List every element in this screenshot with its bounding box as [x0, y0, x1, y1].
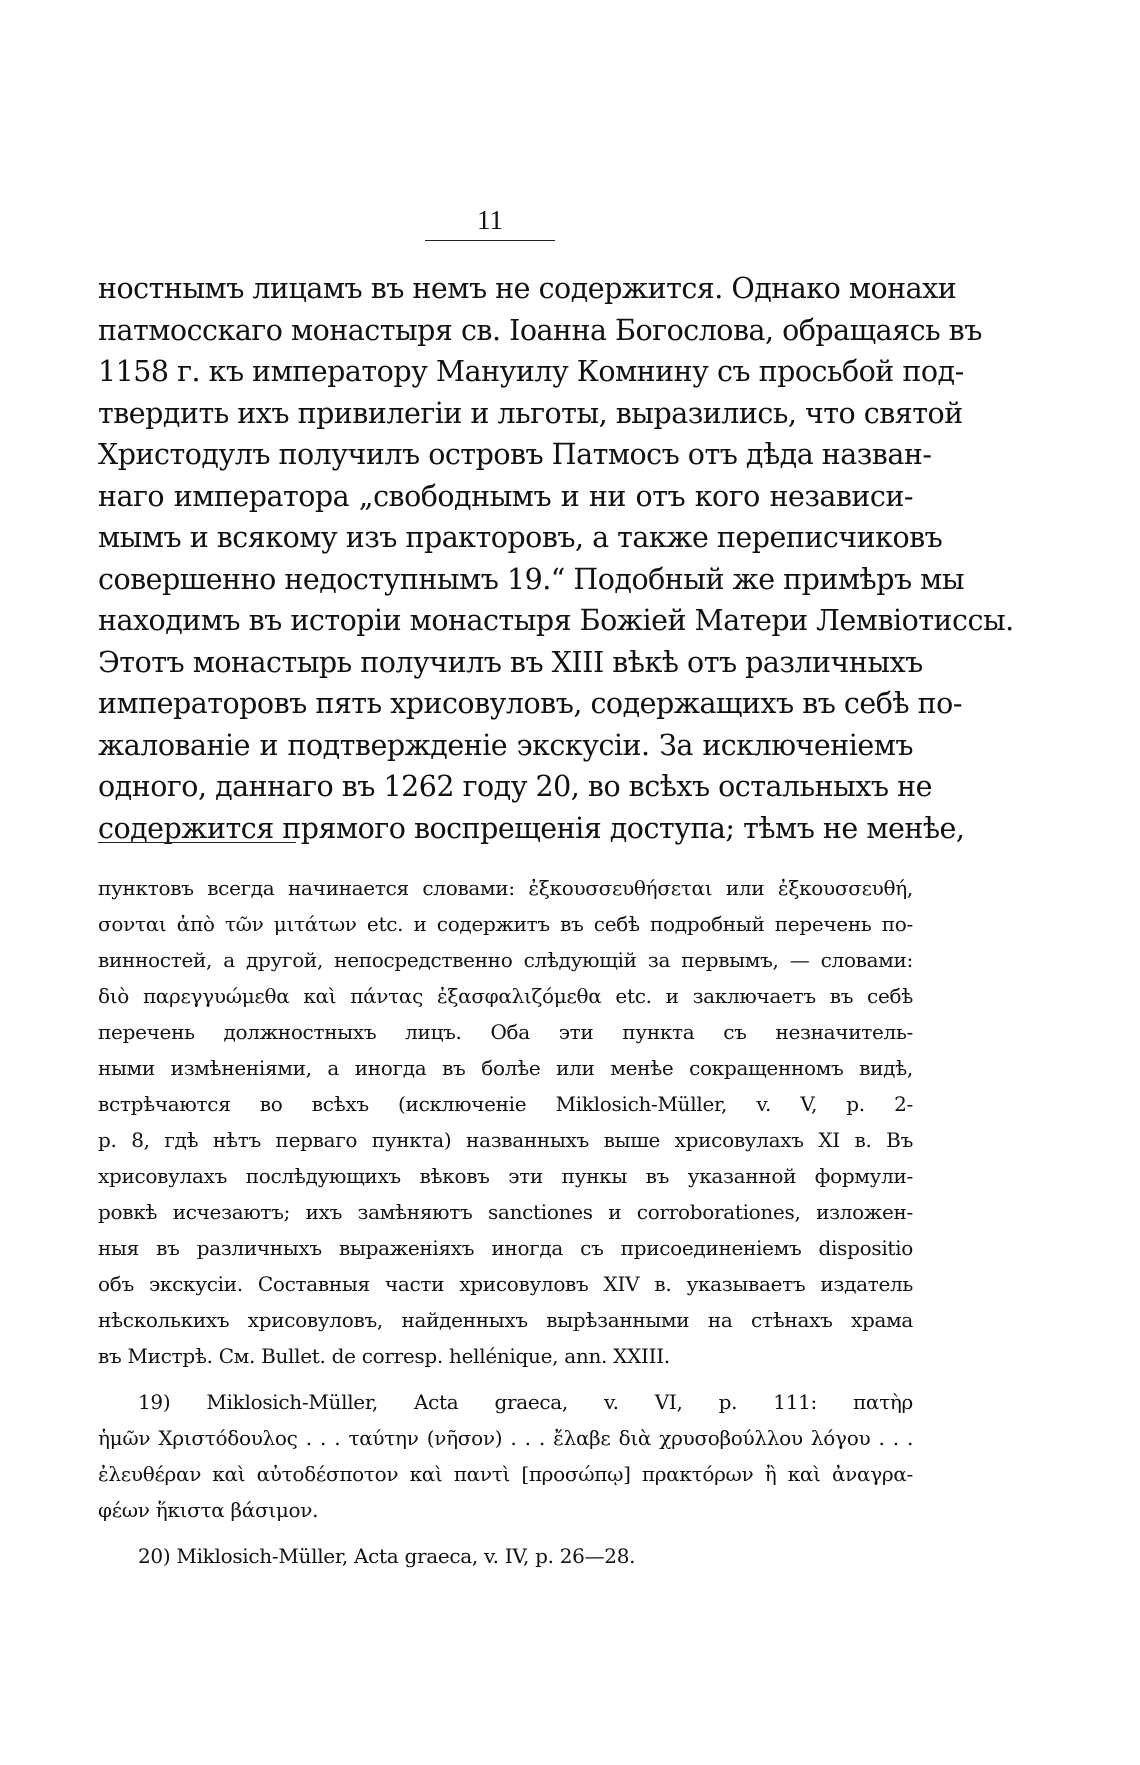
main-text-line: жалованіе и подтвержденіе экскусіи. За исключеніемъ	[98, 728, 913, 762]
footnote-19-line: ἡμῶν Χριστόδουλος . . . ταύτην (νῆσον) . . . ἔλαβε διὰ χρυσοβούλλου λόγου . . .	[98, 1426, 913, 1450]
footnotes	[98, 870, 913, 1574]
footnote-continuation-line: σονται ἀπὸ τῶν μιτάτων etc. и содержитъ въ себѣ подробный перечень по-	[98, 912, 913, 936]
footnote-continuation-line: p. 8, гдѣ нѣтъ перваго пункта) названныхъ выше хрисовулахъ XI в. Въ	[98, 1128, 913, 1152]
footnote-continuation-line: винностей, а другой, непосредственно слѣдующій за первымъ, — словами:	[98, 948, 913, 972]
footnote-continuation-line: встрѣчаются во всѣхъ (исключеніе Miklosich-Müller, v. V, p. 2-	[98, 1092, 913, 1116]
footnote-gap	[98, 1528, 913, 1538]
footnote-continuation-line: нѣсколькихъ хрисовуловъ, найденныхъ вырѣзанными на стѣнахъ храма	[98, 1308, 913, 1332]
main-text-line: твердить ихъ привилегіи и льготы, выразились, что святой	[98, 396, 963, 430]
main-text-line: одного, даннаго въ 1262 году 20, во всѣхъ остальныхъ не	[98, 770, 932, 803]
main-text-line: мымъ и всякому изъ практоровъ, а также переписчиковъ	[98, 521, 943, 554]
footnote-continuation-line: διὸ παρεγγυώμεθα καὶ πάντας ἐξασφαλιζόμεθα etc. и заключаетъ въ себѣ	[98, 984, 913, 1008]
footnote-continuation-line: ровкѣ исчезаютъ; ихъ замѣняютъ sanctiones и corroborationes, изложен-	[98, 1200, 913, 1224]
footnote-continuation-line: ными измѣненіями, а иногда въ болѣе или менѣе сокращенномъ видѣ,	[98, 1056, 913, 1080]
footnote-continuation-line: ныя въ различныхъ выраженіяхъ иногда съ присоединеніемъ dispositio	[98, 1236, 913, 1260]
footnote-continuation-line: пунктовъ всегда начинается словами: ἐξκουσσευθήσεται или ἐξκουσσευθή,	[98, 876, 913, 900]
main-text-line: Этотъ монастырь получилъ въ XIII вѣкѣ отъ различныхъ	[98, 645, 923, 679]
footnote-continuation-line: хрисовулахъ послѣдующихъ вѣковъ эти пункы въ указанной формули-	[98, 1164, 913, 1188]
main-text-line: наго императора „свободнымъ и ни отъ кого независи-	[98, 479, 913, 513]
footnote-20-line: 20) Miklosich-Müller, Acta graeca, v. IV, p. 26—28.	[138, 1544, 636, 1568]
main-text-line: ностнымъ лицамъ въ немъ не содержится. Однако монахи	[98, 272, 957, 305]
main-text-line: совершенно недоступнымъ 19.“ Подобный же примѣръ мы	[98, 562, 965, 596]
footnote-continuation-line: перечень должностныхъ лицъ. Оба эти пункта съ незначитель-	[98, 1020, 913, 1044]
main-text-line: императоровъ пять хрисовуловъ, содержащихъ въ себѣ по-	[98, 687, 962, 720]
page-number: 11	[477, 205, 503, 235]
footnote-continuation-line: объ экскусіи. Составныя части хрисовуловъ XIV в. указываетъ издатель	[98, 1272, 913, 1296]
page-number-rule	[425, 240, 555, 241]
main-text	[98, 268, 1014, 849]
main-text-line: находимъ въ исторіи монастыря Божіей Матери Лемвіотиссы.	[98, 604, 1014, 637]
main-text-line: содержится прямого воспрещенія доступа; тѣмъ не менѣе,	[98, 811, 965, 845]
footnote-19-line: 19) Miklosich-Müller, Acta graeca, v. VI, p. 111: πατὴρ	[138, 1390, 913, 1414]
footnote-gap	[98, 1374, 913, 1384]
main-text-line: патмосскаго монастыря св. Іоанна Богослова, обращаясь въ	[98, 313, 982, 347]
main-text-line: Христодулъ получилъ островъ Патмосъ отъ дѣда назван-	[98, 438, 932, 471]
footnote-19-line: ἐλευθέραν καὶ αὐτοδέσποτον καὶ παντὶ [προσώπῳ] πρακτόρων ἢ καὶ ἀναγρα-	[98, 1462, 913, 1486]
footnote-separator	[98, 842, 296, 843]
main-text-line: 1158 г. къ императору Мануилу Комнину съ просьбой под-	[98, 355, 964, 388]
footnote-continuation-line: въ Мистрѣ. См. Bullet. de corresp. hellénique, ann. XXIII.	[98, 1344, 670, 1368]
footnote-19-line: φέων ἥκιστα βάσιμον.	[98, 1498, 319, 1522]
